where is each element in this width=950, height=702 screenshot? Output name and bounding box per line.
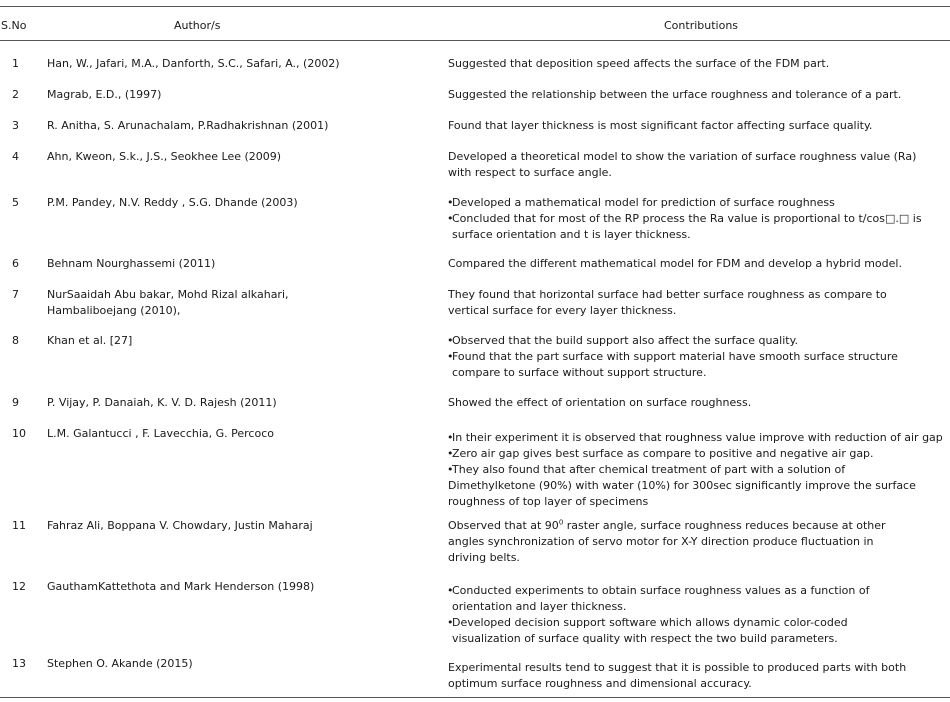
row-number: 12 — [12, 580, 26, 593]
contribution-line: Found that layer thickness is most significant factor affecting surface quality. — [448, 119, 873, 132]
row-number: 9 — [12, 396, 19, 409]
row-authors: Magrab, E.D., (1997) — [47, 88, 162, 101]
contribution-bullet: • Conducted experiments to obtain surface roughness values as a function of — [448, 584, 869, 598]
table-bottom-rule — [0, 697, 950, 698]
row-number: 11 — [12, 519, 26, 532]
contribution-line: Dimethylketone (90%) with water (10%) for 300sec significantly improve the surface — [448, 479, 916, 492]
contribution-bullet: • Found that the part surface with support material have smooth surface structure — [448, 350, 898, 364]
row-number: 4 — [12, 150, 19, 163]
contribution-bullet: • They also found that after chemical treatment of part with a solution of — [448, 463, 845, 477]
row-authors: Ahn, Kweon, S.k., J.S., Seokhee Lee (2009) — [47, 150, 282, 163]
contribution-line: Experimental results tend to suggest that it is possible to produced parts with both — [448, 661, 907, 674]
row-authors: P. Vijay, P. Danaiah, K. V. D. Rajesh (2011) — [47, 396, 277, 409]
contribution-line: optimum surface roughness and dimensional accuracy. — [448, 677, 752, 690]
contribution-line: visualization of surface quality with respect the two build parameters. — [452, 632, 838, 645]
row-authors: P.M. Pandey, N.V. Reddy , S.G. Dhande (2003) — [47, 196, 298, 209]
row-number: 3 — [12, 119, 19, 132]
row-number: 8 — [12, 334, 19, 347]
row-authors: R. Anitha, S. Arunachalam, P.Radhakrishnan (2001) — [47, 119, 329, 132]
contribution-bullet: • Developed a mathematical model for prediction of surface roughness — [448, 196, 835, 210]
contribution-bullet: • Observed that the build support also affect the surface quality. — [448, 334, 798, 348]
row-authors: L.M. Galantucci , F. Lavecchia, G. Percoco — [47, 427, 274, 440]
contribution-line: with respect to surface angle. — [448, 166, 612, 179]
contribution-line: Compared the different mathematical model for FDM and develop a hybrid model. — [448, 257, 902, 270]
contribution-line: roughness of top layer of specimens — [448, 495, 649, 508]
contribution-bullet: • Developed decision support software which allows dynamic color-coded — [448, 616, 848, 630]
contribution-bullet: • In their experiment it is observed that roughness value improve with reduction of air gap — [448, 431, 943, 445]
contribution-line: compare to surface without support structure. — [452, 366, 707, 379]
row-number: 7 — [12, 288, 19, 301]
row-authors: Behnam Nourghassemi (2011) — [47, 257, 216, 270]
row-number: 13 — [12, 657, 26, 670]
header-contributions: Contributions — [664, 19, 739, 32]
row-authors: Han, W., Jafari, M.A., Danforth, S.C., Safari, A., (2002) — [47, 57, 340, 70]
contribution-line: Suggested the relationship between the urface roughness and tolerance of a part. — [448, 88, 902, 101]
contribution-bullet: • Concluded that for most of the RP process the Ra value is proportional to t/cos□.□ is — [448, 212, 922, 226]
table-top-rule — [0, 6, 950, 7]
row-number: 5 — [12, 196, 19, 209]
row-authors: NurSaaidah Abu bakar, Mohd Rizal alkahari, — [47, 288, 289, 301]
row-number: 6 — [12, 257, 19, 270]
row-authors: Fahraz Ali, Boppana V. Chowdary, Justin Maharaj — [47, 519, 313, 532]
row-authors: Hambaliboejang (2010), — [47, 304, 181, 317]
contribution-bullet: • Zero air gap gives best surface as compare to positive and negative air gap. — [448, 447, 874, 461]
header-sno: S.No — [1, 19, 27, 32]
contribution-line: They found that horizontal surface had better surface roughness as compare to — [448, 288, 887, 301]
row-authors: GauthamKattethota and Mark Henderson (1998) — [47, 580, 315, 593]
contribution-line: vertical surface for every layer thickness. — [448, 304, 677, 317]
row-number: 2 — [12, 88, 19, 101]
degree-superscript: 0 — [558, 518, 564, 527]
contribution-line: Suggested that deposition speed affects the surface of the FDM part. — [448, 57, 830, 70]
contribution-line: Observed that at $90^0$ raster angle, surface roughness reduces because at other — [448, 518, 886, 532]
contribution-line: Showed the effect of orientation on surface roughness. — [448, 396, 752, 409]
row-number: 10 — [12, 427, 26, 440]
header-bottom-rule — [0, 40, 950, 41]
contribution-line: orientation and layer thickness. — [452, 600, 627, 613]
row-authors: Stephen O. Akande (2015) — [47, 657, 193, 670]
contribution-line: Developed a theoretical model to show the variation of surface roughness value (Ra) — [448, 150, 917, 163]
contribution-line: driving belts. — [448, 551, 520, 564]
header-authors: Author/s — [174, 19, 221, 32]
contribution-line: angles synchronization of servo motor for X-Y direction produce fluctuation in — [448, 535, 874, 548]
row-authors: Khan et al. [27] — [47, 334, 133, 347]
row-number: 1 — [12, 57, 19, 70]
contribution-line: surface orientation and t is layer thickness. — [452, 228, 691, 241]
